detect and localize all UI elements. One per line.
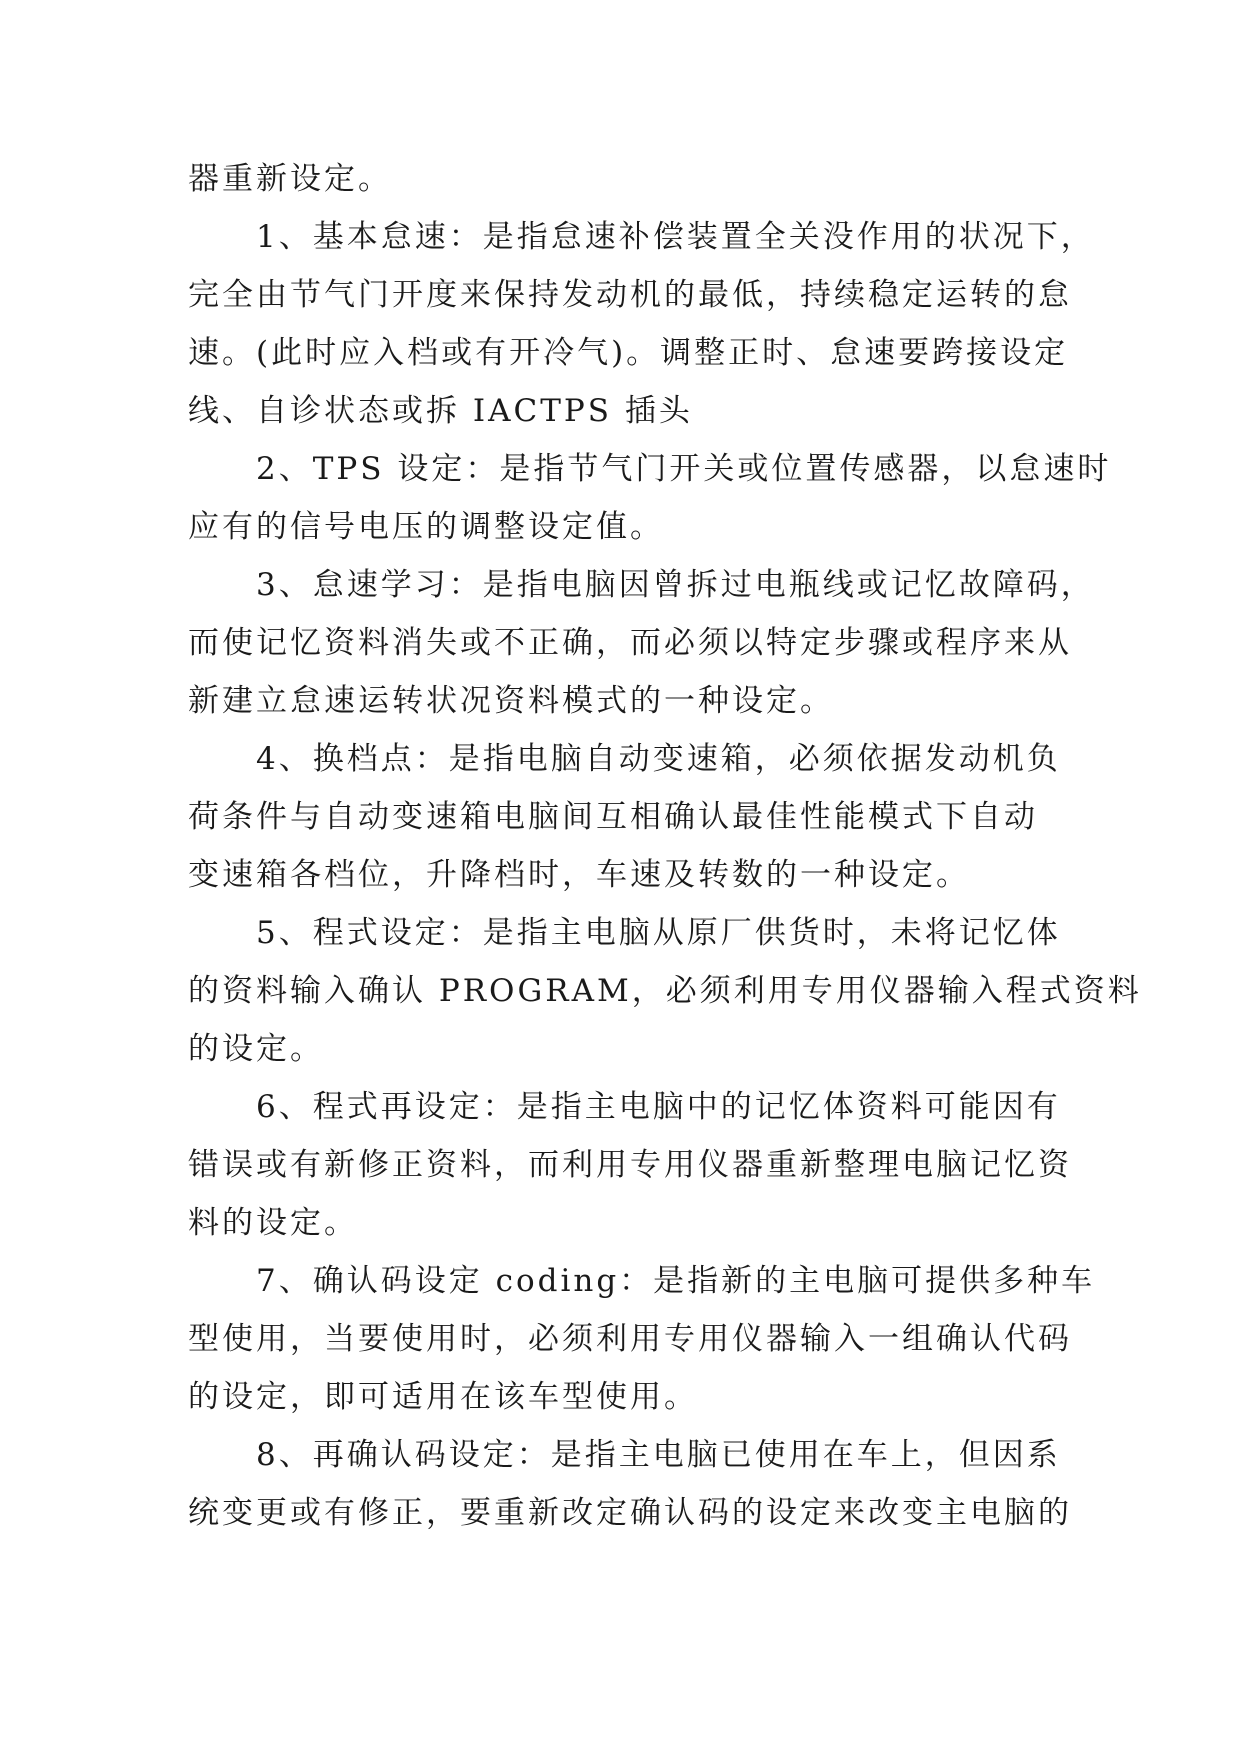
paragraph-1-line: 速。(此时应入档或有开冷气)。调整正时、怠速要跨接设定: [188, 335, 1069, 371]
paragraph-5-line: 的设定。: [188, 1031, 324, 1067]
paragraph-4-line: 变速箱各档位，升降档时，车速及转数的一种设定。: [188, 857, 970, 893]
paragraph-4-line: 荷条件与自动变速箱电脑间互相确认最佳性能模式下自动: [188, 799, 1038, 835]
paragraph-4-line: 4、换档点：是指电脑自动变速箱，必须依据发动机负: [188, 741, 1061, 777]
paragraph-8-line: 统变更或有修正，要重新改定确认码的设定来改变主电脑的: [188, 1495, 1072, 1531]
paragraph-1-line: 线、自诊状态或拆 IACTPS 插头: [188, 393, 693, 429]
body-text: [188, 150, 1142, 1542]
paragraph-6-line: 错误或有新修正资料，而利用专用仪器重新整理电脑记忆资: [188, 1147, 1072, 1183]
paragraph-8-line: 8、再确认码设定：是指主电脑已使用在车上，但因系: [188, 1437, 1061, 1473]
paragraph-3-line: 新建立怠速运转状况资料模式的一种设定。: [188, 683, 834, 719]
paragraph-5-line: 5、程式设定：是指主电脑从原厂供货时，未将记忆体: [188, 915, 1061, 951]
paragraph-3-line: 而使记忆资料消失或不正确，而必须以特定步骤或程序来从: [188, 625, 1072, 661]
paragraph-6-line: 6、程式再设定：是指主电脑中的记忆体资料可能因有: [188, 1089, 1061, 1125]
paragraph-1-line: 1、基本怠速：是指怠速补偿装置全关没作用的状况下，: [188, 219, 1095, 255]
paragraph-7-line: 的设定，即可适用在该车型使用。: [188, 1379, 698, 1415]
paragraph-2-line: 应有的信号电压的调整设定值。: [188, 509, 664, 545]
paragraph-2-line: 2、TPS 设定：是指节气门开关或位置传感器，以怠速时: [188, 451, 1112, 487]
text-line: 器重新设定。: [188, 161, 392, 197]
paragraph-1-line: 完全由节气门开度来保持发动机的最低，持续稳定运转的怠: [188, 277, 1072, 313]
paragraph-5-line: 的资料输入确认 PROGRAM，必须利用专用仪器输入程式资料: [188, 973, 1142, 1009]
paragraph-7-line: 型使用，当要使用时，必须利用专用仪器输入一组确认代码: [188, 1321, 1072, 1357]
paragraph-7-line: 7、确认码设定 coding：是指新的主电脑可提供多种车: [188, 1263, 1096, 1299]
paragraph-6-line: 料的设定。: [188, 1205, 358, 1241]
paragraph-3-line: 3、怠速学习：是指电脑因曾拆过电瓶线或记忆故障码，: [188, 567, 1095, 603]
